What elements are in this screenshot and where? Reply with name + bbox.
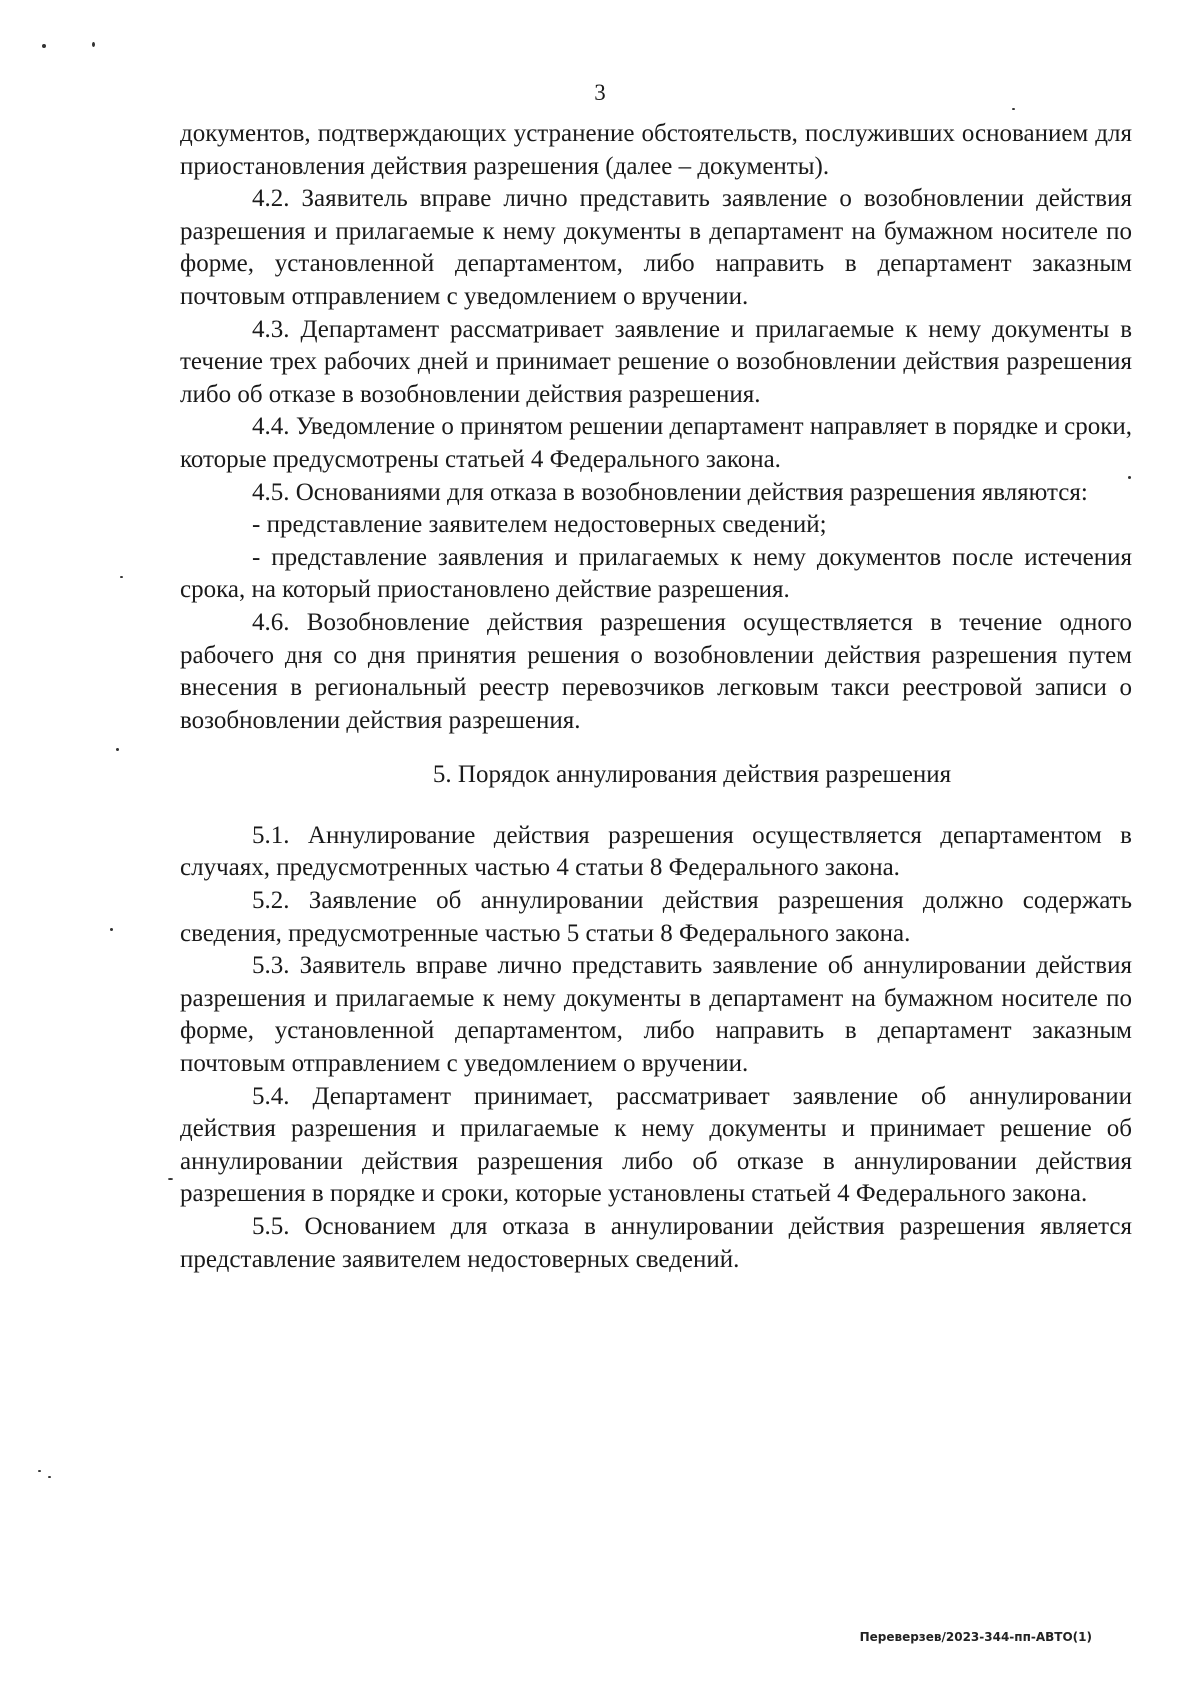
section-heading: 5. Порядок аннулирования действия разрешения [432,761,952,789]
paragraph-5-4: 5.4. Департамент принимает, рассматривает заявление об аннулировании действия разрешения и прилагаемые к нему документы и принимает решение об аннулировании действия разрешения либо об отказе в аннулировании действия разрешения в порядке и сроки, которые установлены статьей 4 Федерального закона. [180,1082,1132,1208]
paragraph-continuation: документов, подтверждающих устранение обстоятельств, послуживших основанием для приостановления действия разрешения (далее – документы). [180,120,1132,180]
scan-speck [168,1178,173,1180]
paragraph-5-3: 5.3. Заявитель вправе лично представить заявление об аннулировании действия разрешения и прилагаемые к нему документы в департамент на бумажном носителе по форме, установленной департаментом, либо направить в департамент заказным почтовым отправлением с уведомлением о вручении. [180,952,1132,1078]
paragraph-4-3: 4.3. Департамент рассматривает заявление и прилагаемые к нему документы в течение трех рабочих дней и принимает решение о возобновлении действия разрешения либо об отказе в возобновлении действия разрешения. [180,315,1132,408]
scan-speck [92,42,95,47]
paragraph-5-2: 5.2. Заявление об аннулировании действия разрешения должно содержать сведения, предусмотренные частью 5 статьи 8 Федерального закона. [180,887,1132,947]
scan-speck [1012,108,1015,110]
scan-speck [110,928,113,931]
scan-speck [120,576,123,578]
paragraph-5-5: 5.5. Основанием для отказа в аннулировании действия разрешения является представление заявителем недостоверных сведений. [180,1213,1132,1273]
paragraph-4-2: 4.2. Заявитель вправе лично представить заявление о возобновлении действия разрешения и прилагаемые к нему документы в департамент на бумажном носителе по форме, установленной департаментом, либо направить в департамент заказным почтовым отправлением с уведомлением о вручении. [180,185,1132,310]
paragraph-5-1: 5.1. Аннулирование действия разрешения осуществляется департаментом в случаях, предусмотренных частью 4 статьи 8 Федерального закона. [180,821,1132,882]
scan-speck [38,1470,41,1472]
list-item-late-submission: - представление заявления и прилагаемых к нему документов после истечения срока, на который приостановлено действие разрешения. [180,543,1132,604]
page-number: 3 [594,80,606,105]
scan-speck [48,1476,51,1478]
paragraph-4-6: 4.6. Возобновление действия разрешения осуществляется в течение одного рабочего дня со дня принятия решения о возобновлении действия разрешения путем внесения в региональный реестр перевозчиков легковым такси реестровой записи о возобновлении действия разрешения. [180,608,1132,734]
paragraph-4-5: 4.5. Основаниями для отказа в возобновлении действия разрешения являются: [252,478,1088,506]
list-item-unreliable-info: - представление заявителем недостоверных сведений; [252,511,827,539]
paragraph-4-4: 4.4. Уведомление о принятом решении департамент направляет в порядке и сроки, которые предусмотрены статьей 4 Федерального закона. [180,413,1132,473]
document-code-footer: Переверзев/2023-344-пп-АВТО(1) [859,1630,1092,1644]
document-body [180,118,1132,1276]
scan-speck [42,44,46,48]
scan-speck [116,748,119,751]
